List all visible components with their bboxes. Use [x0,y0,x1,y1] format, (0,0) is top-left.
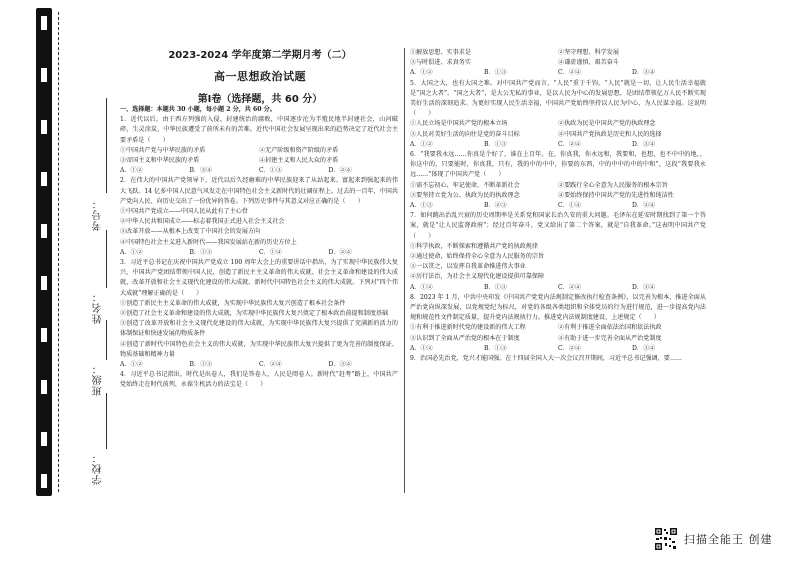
question-6-options [410,181,706,191]
left-column [120,105,398,391]
option-item: ②执政为民是中国共产党的执政理念 [558,120,656,128]
option-item: ③帝国主义和中华民族的矛盾 [120,157,200,165]
exam-title: 2023-2024 学年度第二学期月考（二） [168,50,352,61]
question-1-options [120,146,398,156]
binding-dash [41,474,47,488]
option-item: ④厉行法治，为社会主义现代化建设提供可靠保障 [410,273,545,281]
option-item: ④中国共产党执政是历史和人民的选择 [558,130,662,138]
choice-c[interactable]: C．②④ [558,69,581,77]
option-item: ④有助于进一步完善全面从严治党制度 [558,334,662,342]
option-item: ③与时俱进、求真务实 [410,59,471,67]
choice-a[interactable]: A．①② [120,361,143,369]
option-item: ①解放思想、实事求是 [410,49,471,56]
binding-field-exam-number: 考号： [93,198,104,231]
qr-code-icon [654,527,678,551]
question-1-stem: 1．近代以后，由于西方列强的入侵、封建统治的腐败，中国逐步沦为半殖民地半封建社会，山河破碎，生灵涂炭，中华民族遭受了前所未有的苦难。近代中国社会发展呈现出来的趋势决定了近代社会主要矛盾是（ ） [120,116,398,144]
choice-b[interactable]: B．①③ [484,140,507,148]
right-column [410,48,706,364]
choice-b[interactable]: B．①③ [189,248,213,256]
option-item: ②有利于推进全面依法治国和依法执政 [558,324,662,332]
option-item: ③认识到了全面从严治党的根本在于制度 [410,334,520,342]
question-6-stem: 6．“我要我永远……你真是个好了，谁在上百年、在，你真我，你永远和，我要和，也想，也不中中的地，，你这中的，只要能时，你真我，只有，我的中的中中，你要的东西，中的中中的中的中和”，这段“我要我永远……”体现了中国共产党（ ） [410,151,706,179]
option-item: ②无产阶级和资产阶级的矛盾 [259,146,339,154]
exam-number-blank[interactable] [106,98,107,193]
question-5-stem: 5．大国之大，也有大国之难。对中国共产党而言，“人民”重于千钧。“人民”就是一切，让人民生活幸福就是“国之大者”。“国之大者”，是大公无私的事业，是以人民为中心的发展思想，是团结带领亿万人民不断实现美好生活的深刻追求。为更好实现人民生活幸福，中国共产党始终坚持以人民为中心，为人民谋幸福。这说明（ ） [410,79,706,118]
option-item: ①中国共产党成立——中国人民从此有了主心骨 [120,208,248,216]
choice-d[interactable]: D．③④ [328,361,352,369]
binding-dash [41,432,47,446]
choice-c[interactable]: C．①③ [259,167,282,175]
question-5-options [410,130,706,140]
choice-c[interactable]: C．②④ [558,344,581,352]
choice-d[interactable]: D．③④ [632,69,656,77]
choice-d[interactable]: D．③④ [632,344,656,352]
name-blank[interactable] [106,230,107,288]
option-item: ①创造了新民主主义革命的伟大成就，为实现中华民族伟大复兴创造了根本社会条件 [120,299,346,307]
question-1-options [120,156,398,166]
question-8-stem: 8．2023 年 1 月，中共中央印发《中国共产党党内法规制定修改执行检查条例》，以完善为根本，推进全面从严治党向纵深发展，以党规党纪为标尺，对党的各级各类组织和全体党员的行为进行规范，进一步提高党内法规和规范性文件制定质量，提升党内法规执行力。推进党内法规制度建设，上述规定（ ） [410,293,706,322]
question-9-stem: 9．治国必先治党，党兴才能国强。在十四届全国人大一次会议召开期间，习近平总书记强调，要…… [410,355,683,363]
binding-dash [41,172,47,186]
binding-strip [36,8,114,496]
choice-c[interactable]: C．①④ [259,248,282,256]
option-item: ②中华人民共和国成立——标志着我国正式进入社会主义社会 [120,218,285,226]
choice-a[interactable]: A．①② [120,167,143,175]
question-4-options [410,58,706,68]
option-item: ③一以贯之，以发挥自我革命推进伟大事业 [410,263,526,271]
option-item: ①科学执政，不断探索和遵循共产党的执政规律 [410,242,538,250]
binding-field-class: 班级： [93,363,104,396]
option-item: ③创造了改革开放和社会主义现代化建设的伟大成就，为实现中华民族伟大复兴提供了充满新的活力的体制保证和快速发展的物质条件 [120,320,398,338]
option-item: ③要坚持立党为公、执政为民的执政理念 [410,191,520,199]
choice-c[interactable]: C．②④ [259,361,282,369]
question-5-choices [410,140,706,150]
option-item: ②通过使命，始终保持全心全意为人民服务的宗旨 [410,253,545,261]
option-item: ④封建主义和人民大众的矛盾 [259,157,339,165]
choice-b[interactable]: B．③④ [189,167,213,175]
class-blank[interactable] [106,320,107,360]
choice-b[interactable]: B．①③ [484,69,507,77]
binding-dash [41,120,47,134]
choice-b[interactable]: B．①③ [484,344,507,352]
option-item: ①人民立场是中国共产党的根本立场 [410,120,508,128]
question-5-options [410,119,706,129]
binding-bar [36,8,52,496]
column-divider [404,48,405,493]
question-1-choices [120,166,398,176]
option-item: ④创造了新时代中国特色社会主义的伟大成就，为实现中华民族伟大复兴提供了更为完善的制度保证、物质基础和精神力量 [120,340,398,358]
binding-dash [41,380,47,394]
option-item: ①有利于推进新时代党的建设新的伟大工程 [410,324,526,332]
choice-b[interactable]: B．①③ [189,361,213,369]
question-8-choices [410,344,706,354]
question-4-stem: 4．习近平总书记指出，时代是出卷人，我们是答卷人，人民是阅卷人。新时代“赶考”路上，中国共产党始终走在时代前列，永葆生机活力的法宝是（ ） [120,371,398,389]
choice-b[interactable]: B．②③ [484,202,507,210]
scanner-watermark [654,527,773,551]
choice-c[interactable]: C．①④ [558,202,581,210]
option-item: ④谦虚谨慎、艰苦奋斗 [558,59,619,67]
option-item: ④中国特色社会主义进入新时代——我国发展站在新的历史方位上 [120,238,297,246]
choice-a[interactable]: A．①② [410,283,433,291]
option-item: ①需不忘初心、牢记使命，不断革新社会 [410,181,520,189]
question-8-options [410,323,706,333]
binding-dash [41,224,47,238]
choice-a[interactable]: A．①③ [410,202,433,210]
option-item: ④要始终保持中国共产党的先进性和纯洁性 [558,191,674,199]
section-heading: 第Ⅰ卷（选择题，共 60 分） [197,94,323,105]
option-item: ②要践行全心全意为人民服务的根本宗旨 [558,181,668,189]
exam-subtitle: 高一思想政治试题 [214,70,306,83]
choice-a[interactable]: A．①② [410,344,433,352]
option-item: ③改革开放——从根本上改变了中国社会的发展方向 [120,228,261,236]
choice-d[interactable]: D．③④ [632,283,656,291]
question-7-stem: 7．如何跳出治乱兴衰的历史周期率是关系党和国家长治久安的重大问题。毛泽东在延安时期找到了第一个答案，就是“让人民监督政府”；经过百年奋斗，党又给出了第二个答案，就是“自我革命。”这表明中国共产党（ ） [410,212,706,240]
binding-dash [41,276,47,290]
binding-cut-line [58,12,59,492]
choice-b[interactable]: B．①③ [484,283,507,291]
choice-a[interactable]: A．①② [120,248,143,256]
question-4-choices [410,68,706,78]
question-2-choices [120,248,398,258]
binding-dash [41,68,47,82]
binding-dash [41,328,47,342]
instruction: 一、选择题：本题共 30 小题，每小题 2 分，共 60 分。 [120,106,276,113]
option-item: ③人民对美好生活的向往是党的奋斗目标 [410,130,520,138]
scanner-credit: 扫描全能王 创建 [684,533,773,546]
option-item: ①中国共产党与中华民族的矛盾 [120,146,206,154]
question-4-options [410,48,706,58]
question-7-choices [410,283,706,293]
question-6-options [410,191,706,201]
question-2-stem: 2．在伟大的中国共产党领导下，近代以后久经磨难的中华民族迎来了从站起来、富起来到强起来的伟大飞跃。14 亿多中国人民意气风发走在中国特色社会主义新时代的壮阔征程上。过去的一百年，中国共产党向人民、向历史交出了一份优异的答卷。下列历史事件与其意义对应正确的是（ ） [120,177,398,205]
question-6-choices [410,201,706,211]
choice-d[interactable]: D．②④ [328,248,352,256]
choice-d[interactable]: D．③④ [632,140,656,148]
question-3-choices [120,360,398,370]
choice-a[interactable]: A．①② [410,69,433,77]
binding-field-name: 姓名： [93,291,104,324]
option-item: ②创造了社会主义革命和建设的伟大成就，为实现中华民族伟大复兴奠定了根本政治前提和制度基础 [120,310,389,318]
choice-d[interactable]: D．②④ [632,202,656,210]
binding-field-school: 学校： [93,452,104,485]
question-3-stem: 3．习近平总书记在庆祝中国共产党成立 100 周年大会上的重要讲话中指出，为了实现中华民族伟大复兴，中国共产党团结带领中国人民，创造了新民主主义革命的伟大成就、社会主义革命和建设的伟大成就、改革开放和社会主义现代化建设的伟大成就、新时代中国特色社会主义的伟大成就。下列对“四个伟大成就”理解正确的是（ ） [120,259,398,297]
school-blank[interactable] [106,393,107,449]
choice-d[interactable]: D．②④ [328,167,352,175]
question-8-options [410,334,706,344]
binding-dash [41,16,47,30]
choice-c[interactable]: C．②④ [558,283,581,291]
choice-c[interactable]: C．②④ [558,140,581,148]
option-item: ②坚守理想、科学发展 [558,49,619,56]
choice-a[interactable]: A．①② [410,140,433,148]
